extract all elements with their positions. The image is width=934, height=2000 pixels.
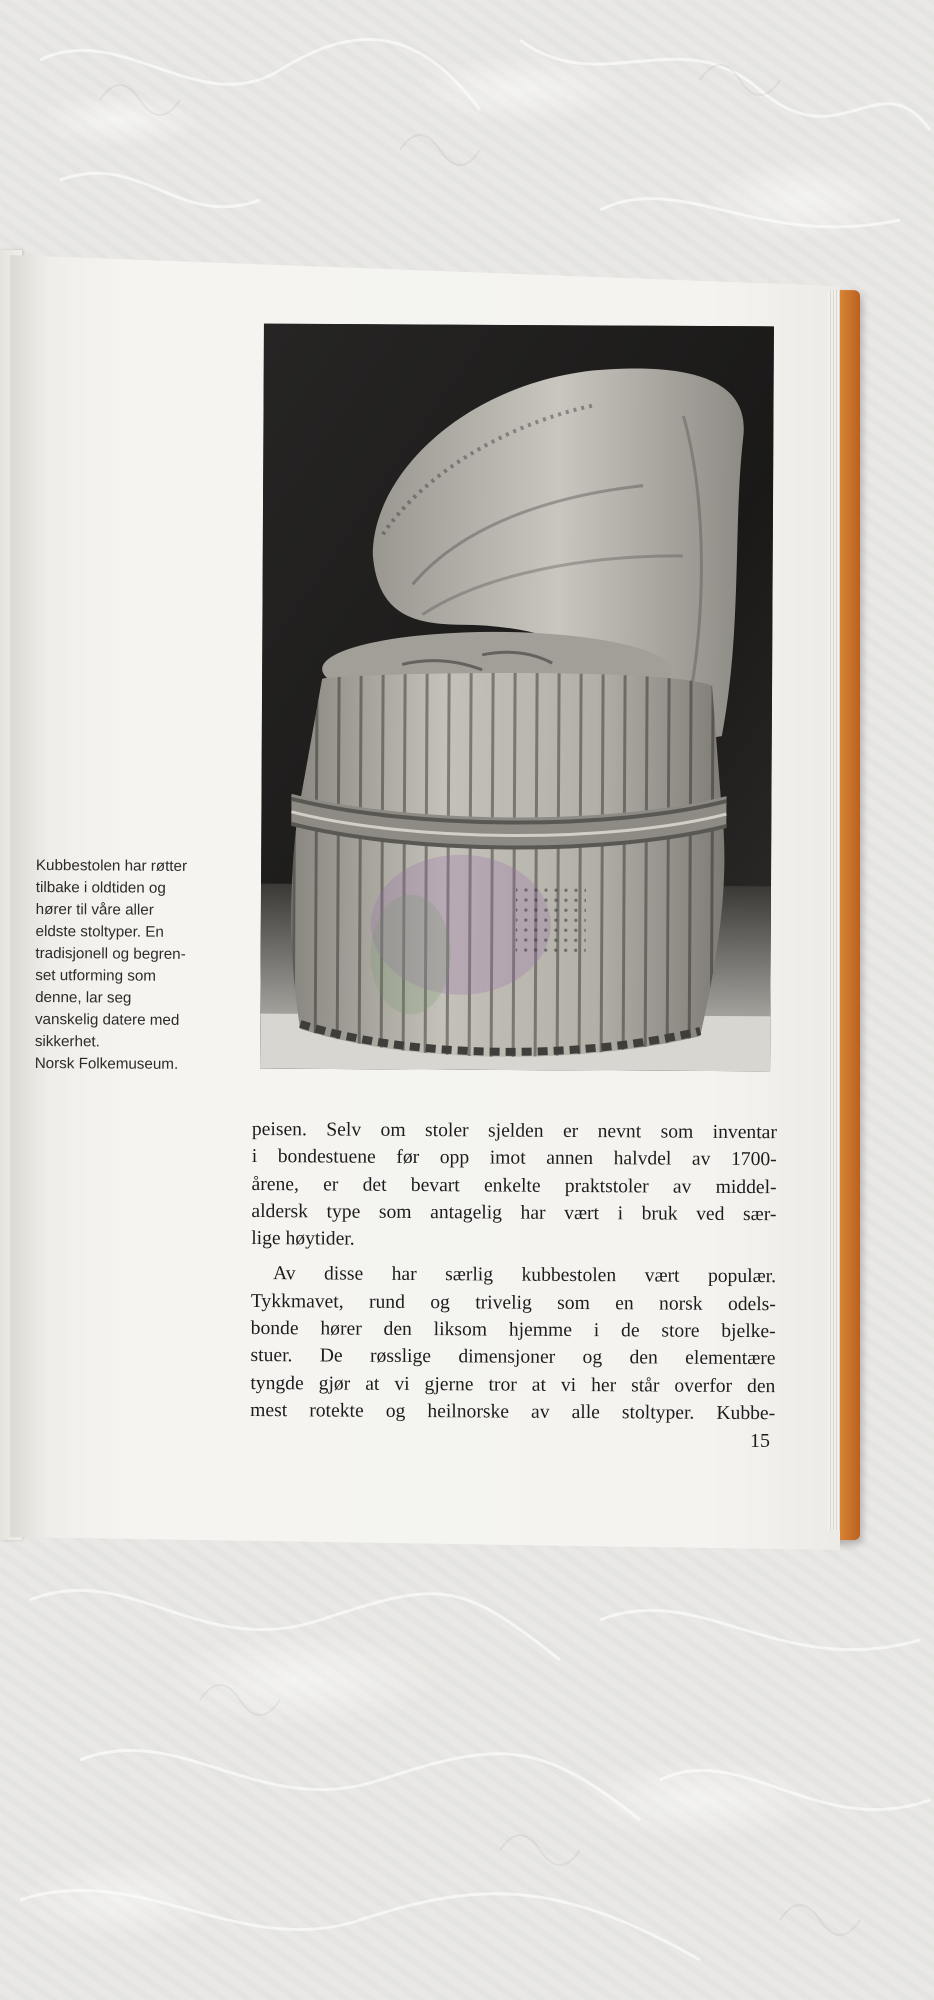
chair-photograph [260, 324, 774, 1072]
page-number: 15 [750, 1430, 770, 1452]
text-line: lige høytider. [251, 1228, 355, 1250]
caption-line: Kubbestolen har røtter [35, 856, 188, 875]
text-line: bonde hører den liksom hjemme i de store bjelke- [250, 1318, 776, 1343]
caption-line: sikkerhet. [34, 1032, 100, 1051]
text-line: mest rotekte og heilnorske av alle stoltyper. Kubbe- [250, 1399, 776, 1425]
text-line: tyngde gjør at vi gjerne tror at vi her står overfor den [250, 1372, 776, 1397]
photo-caption [35, 855, 236, 1076]
text-line: aldersk type som antagelig har vært i bruk ved sær- [251, 1200, 777, 1226]
kubbestol-illustration [260, 324, 774, 1072]
caption-line: set utforming som [35, 966, 157, 985]
text-line: årene, er det bevart enkelte praktstoler av middel- [251, 1173, 777, 1198]
text-line: i bondestuene før opp imot annen halvdel av 1700- [251, 1146, 777, 1171]
caption-line: Norsk Folkemuseum. [34, 1054, 179, 1073]
text-line: Tykkmavet, rund og trivelig som en norsk odels- [250, 1290, 776, 1315]
text-line: peisen. Selv om stoler sjelden er nevnt som inventar [251, 1119, 777, 1144]
caption-line: tilbake i oldtiden og [35, 878, 166, 897]
paragraph-2 [250, 1260, 776, 1427]
body-text [250, 1116, 777, 1427]
caption-line: eldste stoltyper. En [35, 922, 164, 941]
caption-line: denne, lar seg [35, 988, 132, 1007]
text-line: stuer. De røsslige dimensjoner og den elementære [250, 1345, 776, 1370]
paragraph-1 [251, 1116, 777, 1256]
text-line: Av disse har særlig kubbestolen vært populær. [272, 1263, 777, 1288]
caption-line: tradisjonell og begren- [35, 944, 186, 963]
caption-line: vanskelig datere med [34, 1010, 180, 1029]
page-stack-edges [828, 290, 840, 1530]
caption-line: hører til våre aller [35, 900, 154, 919]
